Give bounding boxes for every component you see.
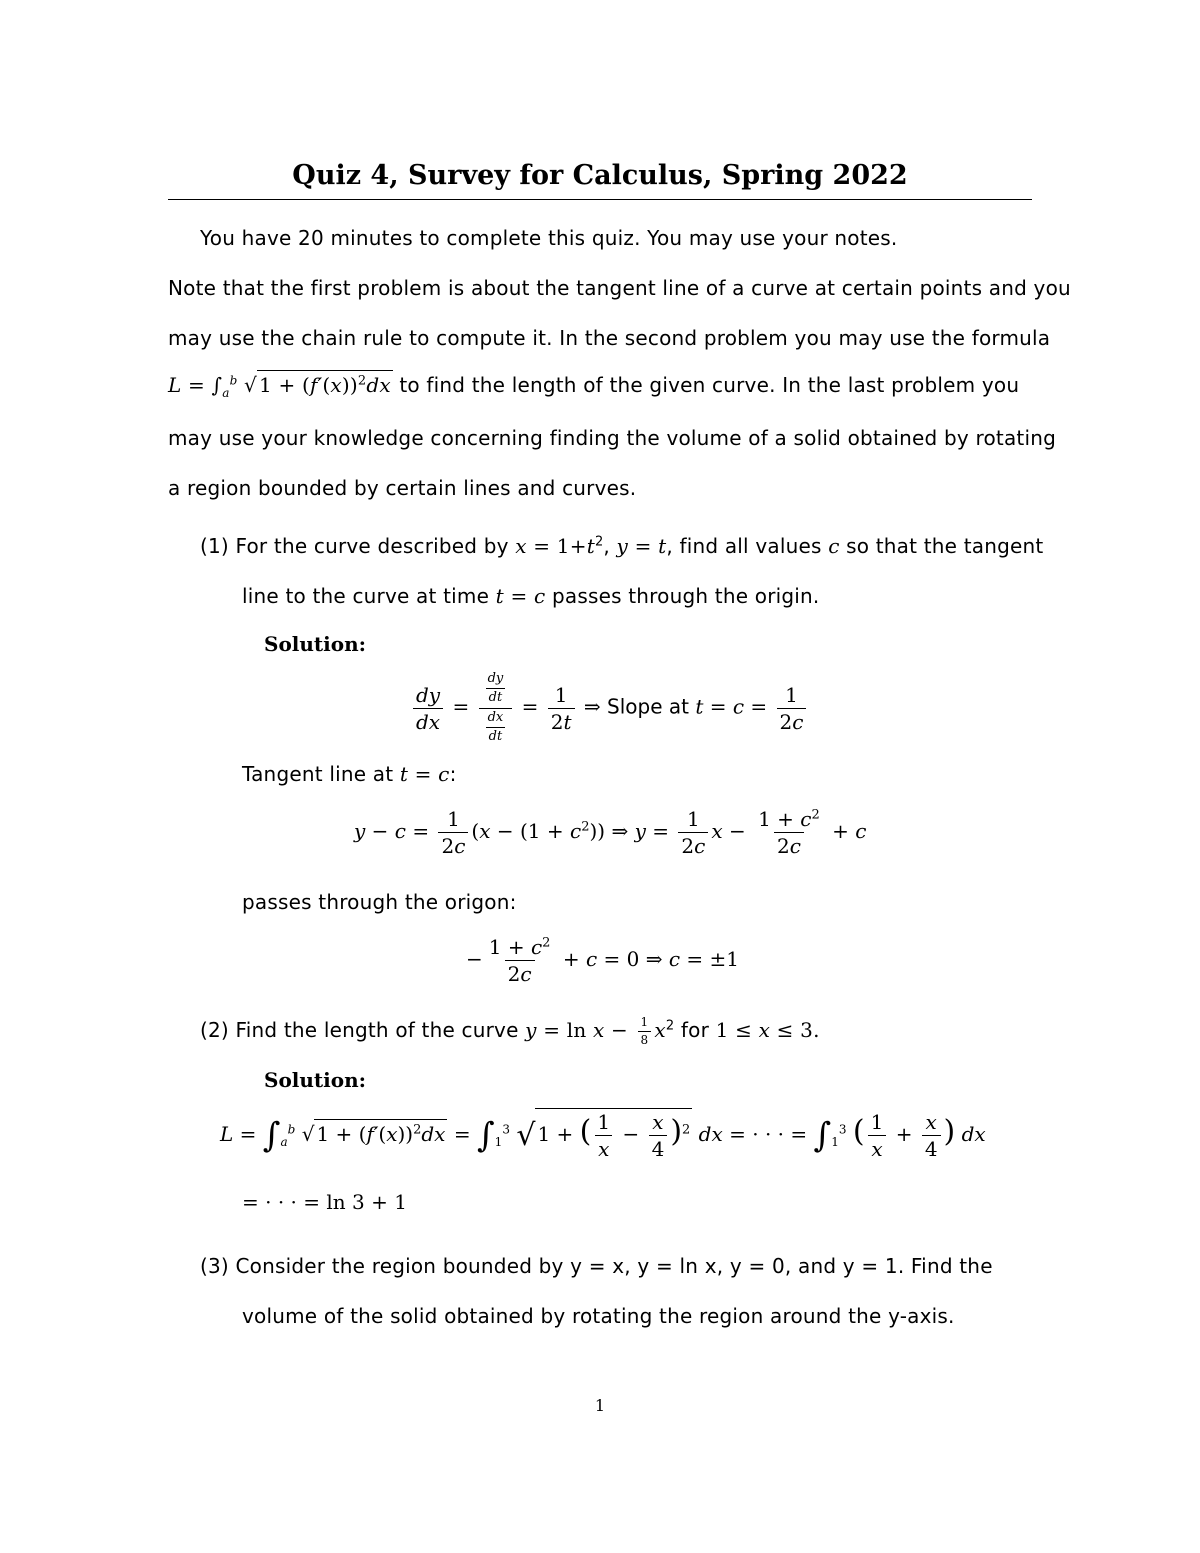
intro-line-2: Note that the first problem is about the tangent line of a curve at certain points and you (168, 276, 1071, 300)
intro-line-4-text: to find the length of the given curve. In the last problem you (399, 373, 1020, 397)
problem-2-line-1: (2) Find the length of the curve y = ln x − $\frac{1}{8}$ $x^2$ for 1 ≤ x ≤ 3. (200, 1015, 820, 1048)
problem-1-number: (1) (200, 534, 229, 558)
equation-arc-length: $L = \int_a^b$ √ $1 + (f'(x))^2dx = \int_1^3$ √ 1 + ( $\frac{1}{x}$ − $\frac{x}{4}$ )$^2$ dx = · · · = $\int_1^3$ ( $\frac{1}{x}$ + $\frac{x}{4}$ ) dx (220, 1110, 986, 1161)
problem-2-solution-label: Solution: (264, 1068, 367, 1092)
equation-origin: − $\frac{1 + c^2}{2c}$ + c = 0 ⇒ c = ±1 (466, 935, 739, 986)
page-title: Quiz 4, Survey for Calculus, Spring 2022 (292, 160, 908, 191)
arc-length-formula: L (168, 373, 182, 397)
problem-1-line-1: (1) For the curve described by $x = 1+t^2$, y = t, find all values c so that the tangent (200, 534, 1044, 558)
intro-line-3: may use the chain rule to compute it. In the second problem you may use the formula (168, 326, 1051, 350)
problem-1-solution-label: Solution: (264, 632, 367, 656)
problem-2-number: (2) (200, 1018, 229, 1043)
tangent-line-label: Tangent line at t = c: (242, 762, 457, 786)
intro-line-5: may use your knowledge concerning finding the volume of a solid obtained by rotating (168, 426, 1056, 450)
problem-3-line-2: volume of the solid obtained by rotating the region around the y-axis. (242, 1304, 955, 1328)
passes-origin-label: passes through the origon: (242, 890, 517, 914)
problem-3-line-1: (3) Consider the region bounded by y = x, y = ln x, y = 0, and y = 1. Find the (200, 1254, 993, 1278)
problem-1-line-2: line to the curve at time t = c passes through the origin. (242, 584, 820, 608)
intro-line-4: $L = \int_a^b$ √ $1 + (f'(x))^2dx$ to find the length of the given curve. In the last problem you (168, 370, 1019, 400)
page-number: 1 (594, 1396, 606, 1415)
equation-slope: $\frac{dy}{dx}$ = $\frac{\frac{dy}{dt}}{\frac{dx}{dt}}$ = $\frac{1}{2t}$ ⇒ Slope at t = c = $\frac{1}{2c}$ (410, 672, 809, 744)
problem-3-number: (3) (200, 1254, 229, 1278)
intro-line-6: a region bounded by certain lines and curves. (168, 476, 637, 500)
intro-line-1: You have 20 minutes to complete this quiz. You may use your notes. (200, 226, 898, 250)
equation-tangent-line: y − c = $\frac{1}{2c}$ $(x - (1 + c^2))$ ⇒ y = $\frac{1}{2c}$ x − $\frac{1 + c^2}{2c}$ + c (354, 807, 867, 858)
title-rule (168, 199, 1032, 200)
equation-arc-length-result: = · · · = ln 3 + 1 (242, 1190, 407, 1214)
